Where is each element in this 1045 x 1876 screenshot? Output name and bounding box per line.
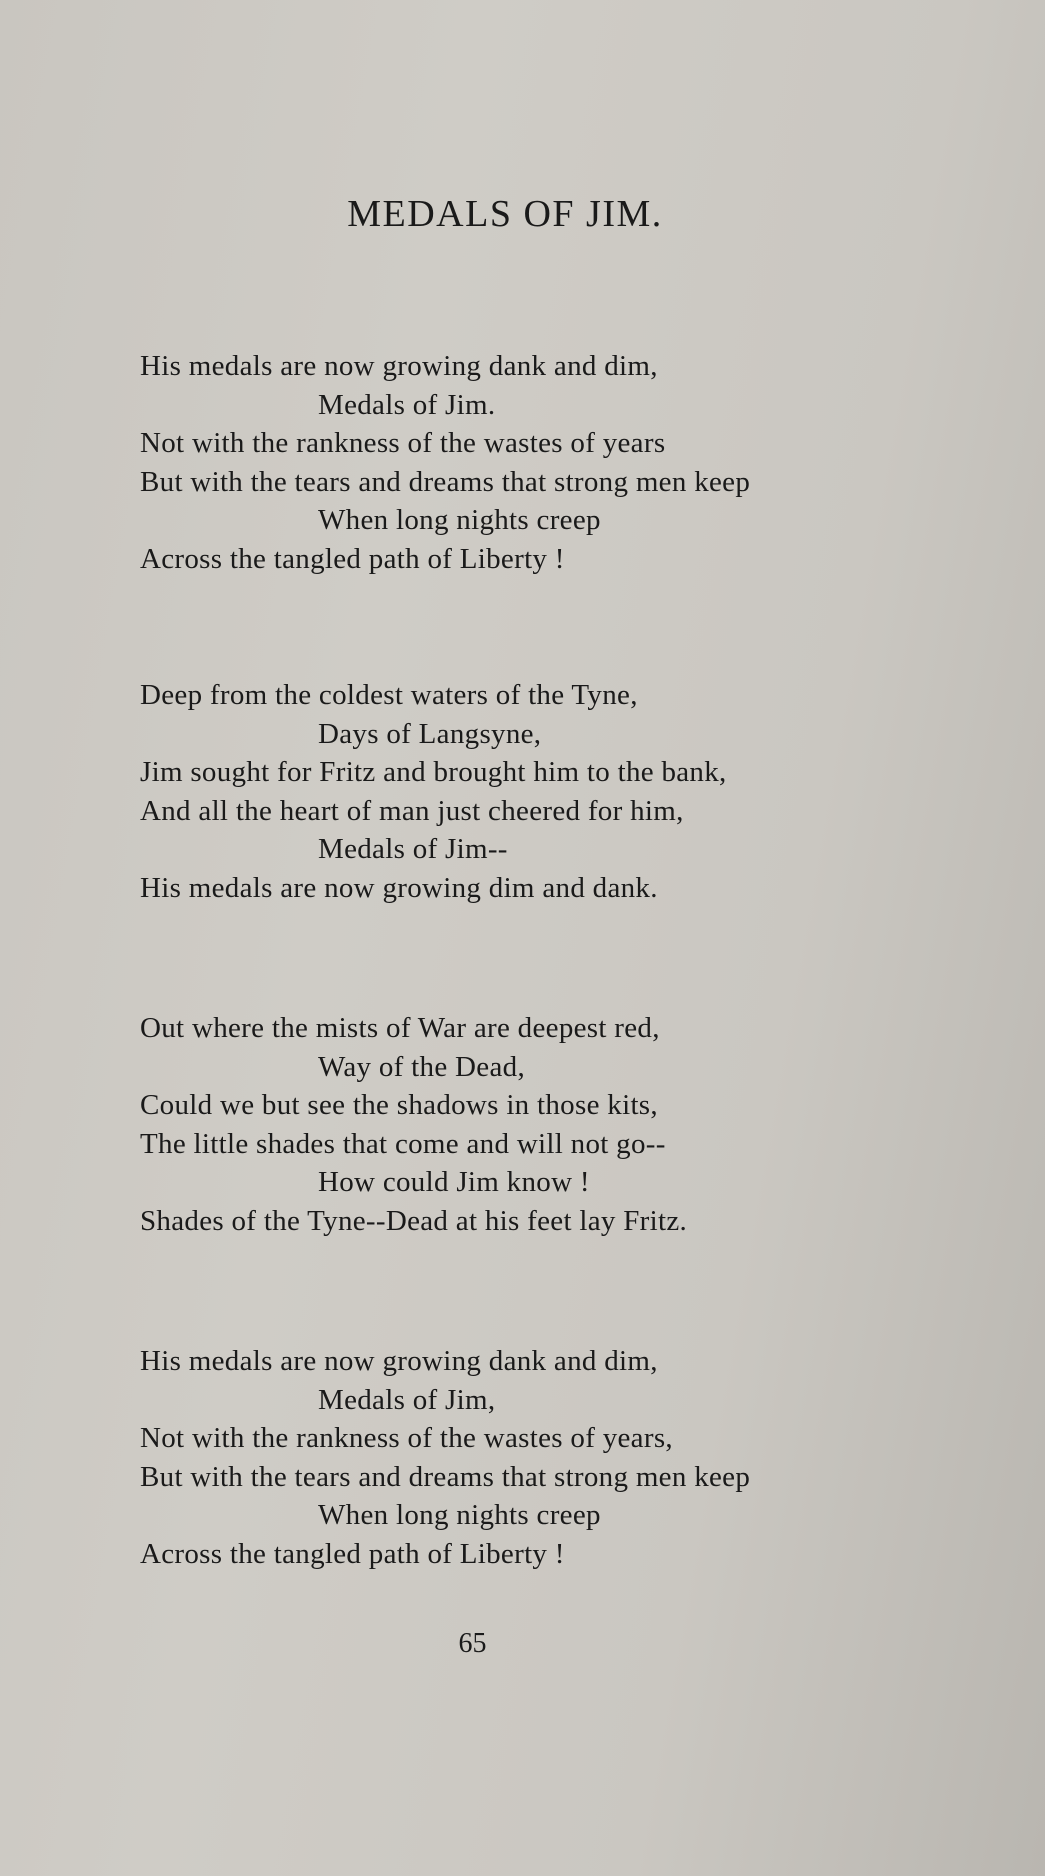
stanza [140,1009,1010,1240]
poem-line: When long nights creep [318,504,601,536]
poem-line: Medals of Jim, [318,1383,496,1416]
poem-line: Medals of Jim. [318,388,496,421]
page-number: 65 [458,1628,487,1659]
poem-line: And all the heart of man just cheered for him, [140,794,684,827]
stanza [140,676,1010,907]
poem-line: Shades of the Tyne--Dead at his feet lay Fritz. [140,1204,688,1237]
poem-line: Medals of Jim-- [318,833,508,865]
poem-line: Deep from the coldest waters of the Tyne, [140,679,638,711]
poem-line: The little shades that come and will not go-- [140,1127,666,1160]
poem-line: Way of the Dead, [318,1050,525,1083]
poem-title: MEDALS OF JIM. [347,193,663,235]
poem-line: Out where the mists of War are deepest red, [140,1012,660,1044]
poem-line: But with the tears and dreams that strong men keep [140,465,751,498]
poem-line: Not with the rankness of the wastes of years, [140,1422,673,1454]
poem-line: Not with the rankness of the wastes of years [140,427,666,459]
poem-line: Days of Langsyne, [318,717,542,750]
poem-line: When long nights creep [318,1499,601,1531]
poem-line: But with the tears and dreams that strong men keep [140,1460,751,1493]
poem-line: Across the tangled path of Liberty ! [140,542,565,575]
poem-line: Could we but see the shadows in those kits, [140,1089,658,1121]
poem-line: Across the tangled path of Liberty ! [140,1537,565,1570]
stanza [140,347,1010,578]
poem-line: His medals are now growing dank and dim, [140,1345,658,1377]
stanza [140,1342,1010,1573]
poem-line: How could Jim know ! [318,1166,590,1198]
poem-line: His medals are now growing dim and dank. [140,871,658,904]
poem-line: Jim sought for Fritz and brought him to the bank, [140,756,727,788]
poem-line: His medals are now growing dank and dim, [140,350,658,382]
